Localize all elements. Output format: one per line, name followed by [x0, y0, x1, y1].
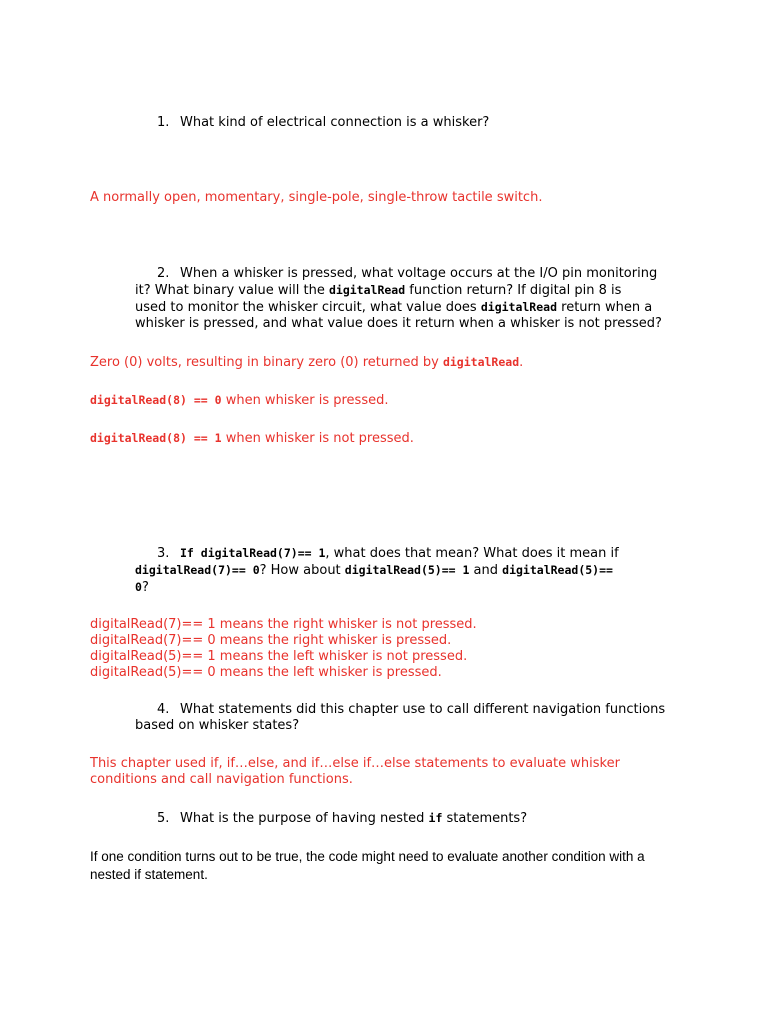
question-line [135, 282, 662, 299]
code-term: 0 [135, 580, 142, 594]
answer-line: digitalRead(7)== 1 means the right whisker is not pressed. [90, 617, 477, 632]
code-term: If digitalRead(7)== 1 [180, 546, 326, 560]
question-text: When a whisker is pressed, what voltage occurs at the I/O pin monitoring [180, 266, 658, 281]
answer-line: digitalRead(7)== 0 means the right whisker is pressed. [90, 633, 452, 648]
question-line [135, 702, 665, 718]
answer-line: digitalRead(5)== 1 means the left whisker is not pressed. [90, 649, 468, 664]
question-line [135, 562, 619, 579]
code-term: digitalRead(5)== 1 [344, 563, 470, 577]
question-number: 1. [157, 115, 170, 130]
question-text: ? [141, 580, 149, 595]
answer-line: nested if statement. [90, 867, 208, 882]
question-2 [135, 266, 662, 332]
question-text: and [469, 563, 503, 578]
code-term: digitalRead(7)== 0 [135, 563, 260, 577]
answer-2 [90, 354, 523, 371]
answer-line: This chapter used if, if…else, and if…else if…else statements to evaluate whisker [90, 756, 620, 771]
question-line [135, 299, 662, 316]
answer-4 [90, 756, 620, 788]
question-text: whisker is pressed, and what value does it return when a whisker is not pressed? [135, 316, 662, 331]
answer-text: when whisker is not pressed. [221, 431, 414, 446]
question-text: function return? If digital pin 8 is [405, 283, 622, 298]
code-term: digitalRead [328, 283, 406, 297]
answer-line: If one condition turns out to be true, the code might need to evaluate another condition with a [90, 849, 645, 864]
question-text: , what does that mean? What does it mean if [325, 546, 619, 561]
answer-3 [90, 617, 477, 681]
code-term: if [428, 811, 443, 825]
code-term: digitalRead(8) == 0 [90, 393, 222, 407]
question-text: What statements did this chapter use to call different navigation functions [180, 702, 666, 717]
answer-2-pressed [90, 392, 389, 409]
question-line [135, 579, 619, 596]
question-number: 3. [157, 546, 170, 561]
question-number: 4. [157, 702, 170, 717]
answer-line: conditions and call navigation functions. [90, 772, 353, 787]
question-text: ? How about [259, 563, 345, 578]
question-3 [135, 545, 619, 596]
answer-2-not-pressed [90, 430, 414, 447]
question-line [135, 545, 619, 562]
question-text: What kind of electrical connection is a whisker? [180, 115, 490, 130]
answer-1: A normally open, momentary, single-pole, single-throw tactile switch. [90, 190, 543, 205]
question-5 [157, 810, 527, 827]
question-text: it? What binary value will the [135, 283, 329, 298]
question-number: 5. [157, 811, 170, 826]
answer-5 [90, 848, 645, 884]
answer-text: when whisker is pressed. [221, 393, 389, 408]
question-number: 2. [157, 266, 170, 281]
code-term: digitalRead(8) == 1 [90, 431, 222, 445]
question-1 [157, 115, 489, 131]
question-text: used to monitor the whisker circuit, what value does [135, 300, 481, 315]
question-text: statements? [442, 811, 528, 826]
code-term: digitalRead(5)== [502, 563, 613, 577]
answer-line: digitalRead(5)== 0 means the left whisker is pressed. [90, 665, 442, 680]
code-term: digitalRead [442, 355, 520, 369]
answer-text: . [519, 355, 524, 370]
question-line: based on whisker states? [135, 718, 300, 733]
answer-text: Zero (0) volts, resulting in binary zero (0) returned by [90, 355, 443, 370]
question-4 [135, 702, 665, 734]
code-term: digitalRead [480, 300, 558, 314]
question-line [135, 266, 662, 282]
question-text: return when a [557, 300, 653, 315]
question-line [135, 316, 662, 332]
question-text: What is the purpose of having nested [180, 811, 429, 826]
